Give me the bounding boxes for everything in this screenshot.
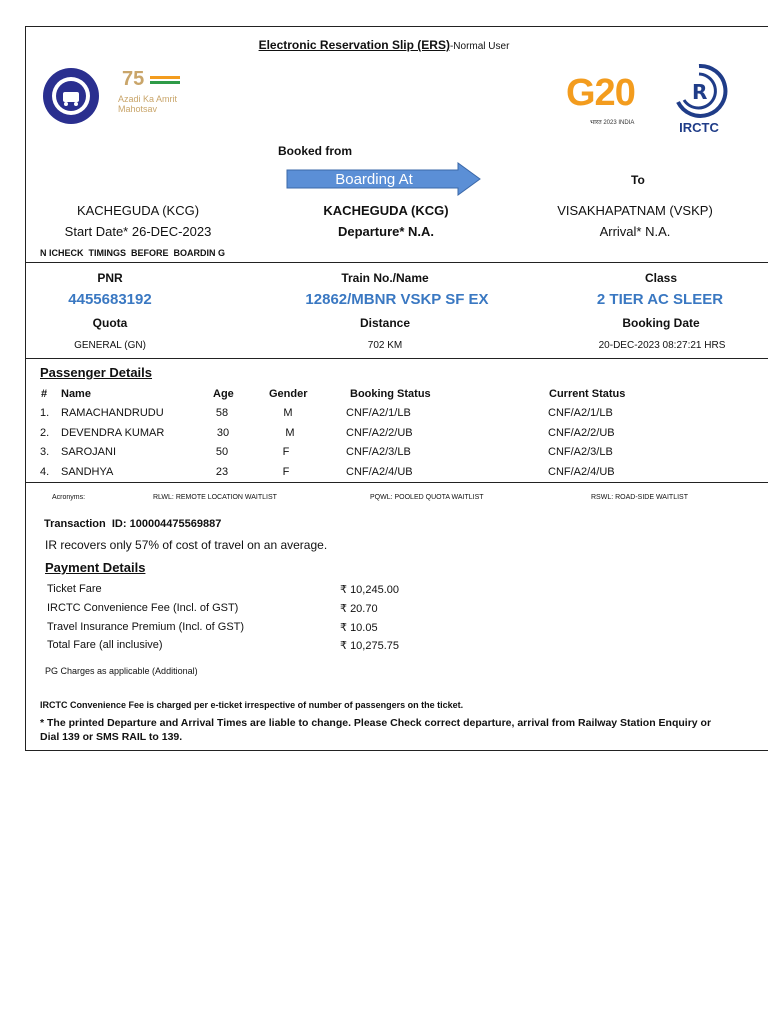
train-label: Train No./Name bbox=[341, 271, 429, 285]
passenger-age: 50 bbox=[215, 446, 229, 458]
divider-passengers bbox=[25, 482, 768, 483]
payment-item-label: Total Fare (all inclusive) bbox=[47, 639, 163, 651]
passenger-booking-status: CNF/A2/2/UB bbox=[346, 427, 413, 439]
acronym-pqwl: PQWL: POOLED QUOTA WAITLIST bbox=[370, 494, 484, 501]
boarding-arrow bbox=[286, 162, 482, 196]
acronym-rlwl: RLWL: REMOTE LOCATION WAITLIST bbox=[153, 494, 277, 501]
acronym-rswl: RSWL: ROAD-SIDE WAITLIST bbox=[591, 494, 688, 501]
to-station: VISAKHAPATNAM (VSKP) bbox=[557, 203, 713, 218]
passenger-name: DEVENDRA KUMAR bbox=[61, 427, 165, 439]
passenger-age: 30 bbox=[216, 427, 230, 439]
azadi-text: Azadi Ka Amrit Mahotsav bbox=[118, 94, 178, 114]
passenger-booking-status: CNF/A2/3/LB bbox=[346, 446, 411, 458]
transaction-id bbox=[44, 518, 221, 530]
boarding-at-label: Boarding At bbox=[335, 171, 413, 188]
class-value: 2 TIER AC SLEER bbox=[596, 291, 724, 308]
transaction-id-value: 100004475569887 bbox=[129, 518, 222, 530]
passenger-num: 2. bbox=[40, 427, 50, 439]
quota-label: Quota bbox=[92, 316, 128, 330]
irctc-emblem-icon bbox=[670, 62, 728, 120]
passenger-booking-status: CNF/A2/4/UB bbox=[346, 466, 413, 478]
timing-disclaimer-line1: * The printed Departure and Arrival Times are liable to change. Please Check correct departure, arrival from Railway Station Enquiry or bbox=[40, 717, 712, 729]
passenger-num: 3. bbox=[40, 446, 50, 458]
irctc-text: IRCTC bbox=[679, 120, 719, 135]
payment-item-label: Ticket Fare bbox=[47, 583, 102, 595]
pnr-value: 4455683192 bbox=[68, 291, 152, 308]
departure-time: Departure* N.A. bbox=[337, 224, 435, 239]
timing-disclaimer-line2: Dial 139 or SMS RAIL to 139. bbox=[40, 731, 183, 743]
user-type: -Normal User bbox=[449, 41, 510, 52]
payment-item-label: Travel Insurance Premium (Incl. of GST) bbox=[47, 621, 245, 633]
pg-charges-note: PG Charges as applicable (Additional) bbox=[45, 666, 198, 676]
start-date: Start Date* 26-DEC-2023 bbox=[64, 224, 212, 239]
check-timings-note: N ICHECK TIMINGS BEFORE BOARDIN G bbox=[40, 248, 226, 258]
distance-value: 702 KM bbox=[367, 340, 403, 351]
flag-stripe-icon bbox=[150, 76, 180, 79]
rupee-icon: ₹ bbox=[340, 622, 347, 634]
passenger-name: RAMACHANDRUDU bbox=[61, 407, 164, 419]
azadi-75-icon: 75 bbox=[122, 68, 145, 90]
passenger-gender: M bbox=[285, 427, 295, 439]
passenger-num: 4. bbox=[40, 466, 50, 478]
rupee-icon: ₹ bbox=[340, 603, 347, 615]
azadi-logo bbox=[118, 68, 200, 122]
ers-title: Electronic Reservation Slip (ERS) bbox=[258, 38, 450, 52]
svg-text:R: R bbox=[692, 80, 708, 104]
passenger-current-status: CNF/A2/2/UB bbox=[548, 427, 615, 439]
col-header-name: Name bbox=[61, 388, 91, 400]
timing-disclaimer bbox=[40, 716, 760, 744]
col-header-age: Age bbox=[213, 388, 234, 400]
col-header-gender: Gender bbox=[269, 388, 308, 400]
col-header-booking-status: Booking Status bbox=[350, 388, 431, 400]
passenger-name: SAROJANI bbox=[61, 446, 117, 458]
booked-from-label: Booked from bbox=[278, 144, 353, 158]
irctc-logo bbox=[668, 62, 730, 138]
passenger-current-status: CNF/A2/3/LB bbox=[548, 446, 613, 458]
payment-item-label: IRCTC Convenience Fee (Incl. of GST) bbox=[47, 602, 239, 614]
rupee-icon: ₹ bbox=[340, 584, 347, 596]
transaction-id-label: Transaction ID: bbox=[44, 518, 127, 530]
passenger-gender: F bbox=[282, 446, 290, 458]
passenger-name: SANDHYA bbox=[61, 466, 114, 478]
boarding-station: KACHEGUDA (KCG) bbox=[323, 203, 449, 218]
passenger-details-title: Passenger Details bbox=[40, 365, 153, 380]
booking-date-label: Booking Date bbox=[622, 316, 700, 330]
distance-label: Distance bbox=[359, 316, 411, 330]
pnr-label: PNR bbox=[97, 271, 123, 285]
class-label: Class bbox=[644, 271, 678, 285]
divider-ticket bbox=[25, 358, 768, 359]
g20-tagline: भारत 2023 INDIA bbox=[590, 120, 635, 126]
payment-item-amount: ₹ 10.05 bbox=[340, 622, 378, 634]
quota-value: GENERAL (GN) bbox=[74, 340, 146, 351]
indian-railways-logo-icon bbox=[42, 67, 100, 125]
passenger-age: 23 bbox=[215, 466, 229, 478]
passenger-num: 1. bbox=[40, 407, 50, 419]
from-station: KACHEGUDA (KCG) bbox=[76, 203, 200, 218]
passenger-booking-status: CNF/A2/1/LB bbox=[346, 407, 411, 419]
col-header-current-status: Current Status bbox=[549, 388, 626, 400]
passenger-current-status: CNF/A2/4/UB bbox=[548, 466, 615, 478]
g20-logo bbox=[566, 72, 658, 134]
train-value: 12862/MBNR VSKP SF EX bbox=[305, 291, 489, 308]
col-header-num: # bbox=[41, 388, 48, 400]
payment-item-amount: ₹ 20.70 bbox=[340, 603, 378, 615]
flag-stripe-icon bbox=[150, 81, 180, 84]
ir-recovery-note: IR recovers only 57% of cost of travel on an average. bbox=[45, 538, 328, 552]
passenger-age: 58 bbox=[215, 407, 229, 419]
rupee-icon: ₹ bbox=[340, 640, 347, 652]
booking-date-value: 20-DEC-2023 08:27:21 HRS bbox=[598, 340, 726, 351]
payment-details-title: Payment Details bbox=[45, 560, 146, 575]
arrival-time: Arrival* N.A. bbox=[599, 224, 671, 239]
g20-text: G20 bbox=[566, 72, 635, 114]
payment-item-amount: ₹ 10,275.75 bbox=[340, 640, 399, 652]
to-label: To bbox=[631, 173, 645, 187]
acronyms-label: Acronyms: bbox=[52, 494, 86, 501]
divider-journey bbox=[25, 262, 768, 263]
page-title bbox=[0, 38, 768, 52]
passenger-gender: M bbox=[283, 407, 293, 419]
passenger-gender: F bbox=[282, 466, 290, 478]
passenger-current-status: CNF/A2/1/LB bbox=[548, 407, 613, 419]
convenience-fee-note: IRCTC Convenience Fee is charged per e-ticket irrespective of number of passengers on the ticket. bbox=[40, 700, 464, 710]
payment-item-amount: ₹ 10,245.00 bbox=[340, 584, 399, 596]
